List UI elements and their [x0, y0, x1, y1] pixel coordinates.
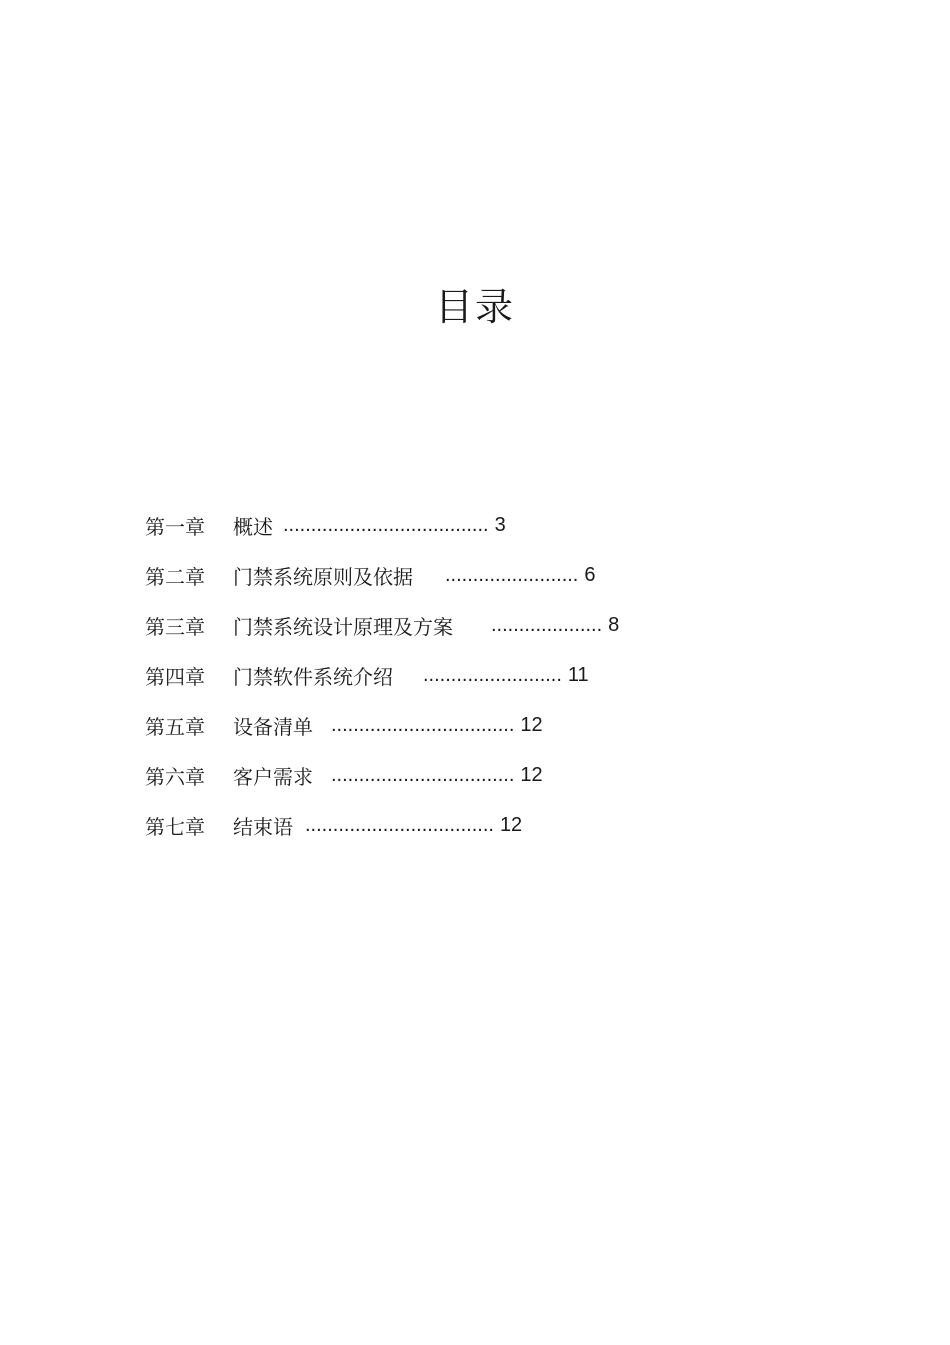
toc-dot-leader: .................... — [491, 613, 603, 636]
toc-entry-chapter-6[interactable] — [145, 750, 845, 800]
table-of-contents — [145, 500, 845, 850]
toc-page-number: 11 — [567, 663, 589, 686]
toc-chapter-title: 客户需求 — [233, 764, 313, 789]
toc-chapter-number: 第七章 — [145, 814, 205, 839]
toc-entry-chapter-5[interactable] — [145, 700, 845, 750]
toc-dot-leader: ..................................... — [283, 513, 489, 536]
toc-chapter-title: 门禁系统原则及依据 — [233, 564, 413, 589]
toc-entry-chapter-2[interactable] — [145, 550, 845, 600]
toc-entry-chapter-1[interactable] — [145, 500, 845, 550]
toc-dot-leader: ................................. — [331, 713, 515, 736]
toc-dot-leader: ................................. — [331, 763, 515, 786]
toc-chapter-number: 第三章 — [145, 614, 205, 639]
toc-page-number: 8 — [608, 613, 620, 636]
page-title: 目录 — [434, 285, 515, 329]
toc-page-number: 3 — [494, 513, 506, 536]
toc-entry-chapter-4[interactable] — [145, 650, 845, 700]
toc-page-number: 12 — [520, 763, 543, 786]
toc-chapter-number: 第五章 — [145, 714, 205, 739]
toc-dot-leader: .................................. — [305, 813, 494, 836]
toc-page-number: 12 — [520, 713, 543, 736]
toc-page-number: 12 — [499, 813, 523, 836]
toc-chapter-title: 结束语 — [233, 814, 293, 839]
toc-dot-leader: ........................ — [445, 563, 579, 586]
toc-entry-chapter-3[interactable] — [145, 600, 845, 650]
toc-chapter-number: 第六章 — [145, 764, 205, 789]
toc-page-number: 6 — [584, 563, 596, 586]
toc-dot-leader: ......................... — [423, 663, 562, 686]
toc-chapter-number: 第一章 — [145, 514, 205, 539]
toc-chapter-title: 概述 — [233, 514, 273, 539]
toc-chapter-number: 第四章 — [145, 664, 205, 689]
toc-chapter-title: 设备清单 — [233, 714, 313, 739]
toc-chapter-number: 第二章 — [145, 564, 205, 589]
toc-chapter-title: 门禁系统设计原理及方案 — [233, 614, 453, 639]
toc-chapter-title: 门禁软件系统介绍 — [233, 664, 393, 689]
toc-entry-chapter-7[interactable] — [145, 800, 845, 850]
